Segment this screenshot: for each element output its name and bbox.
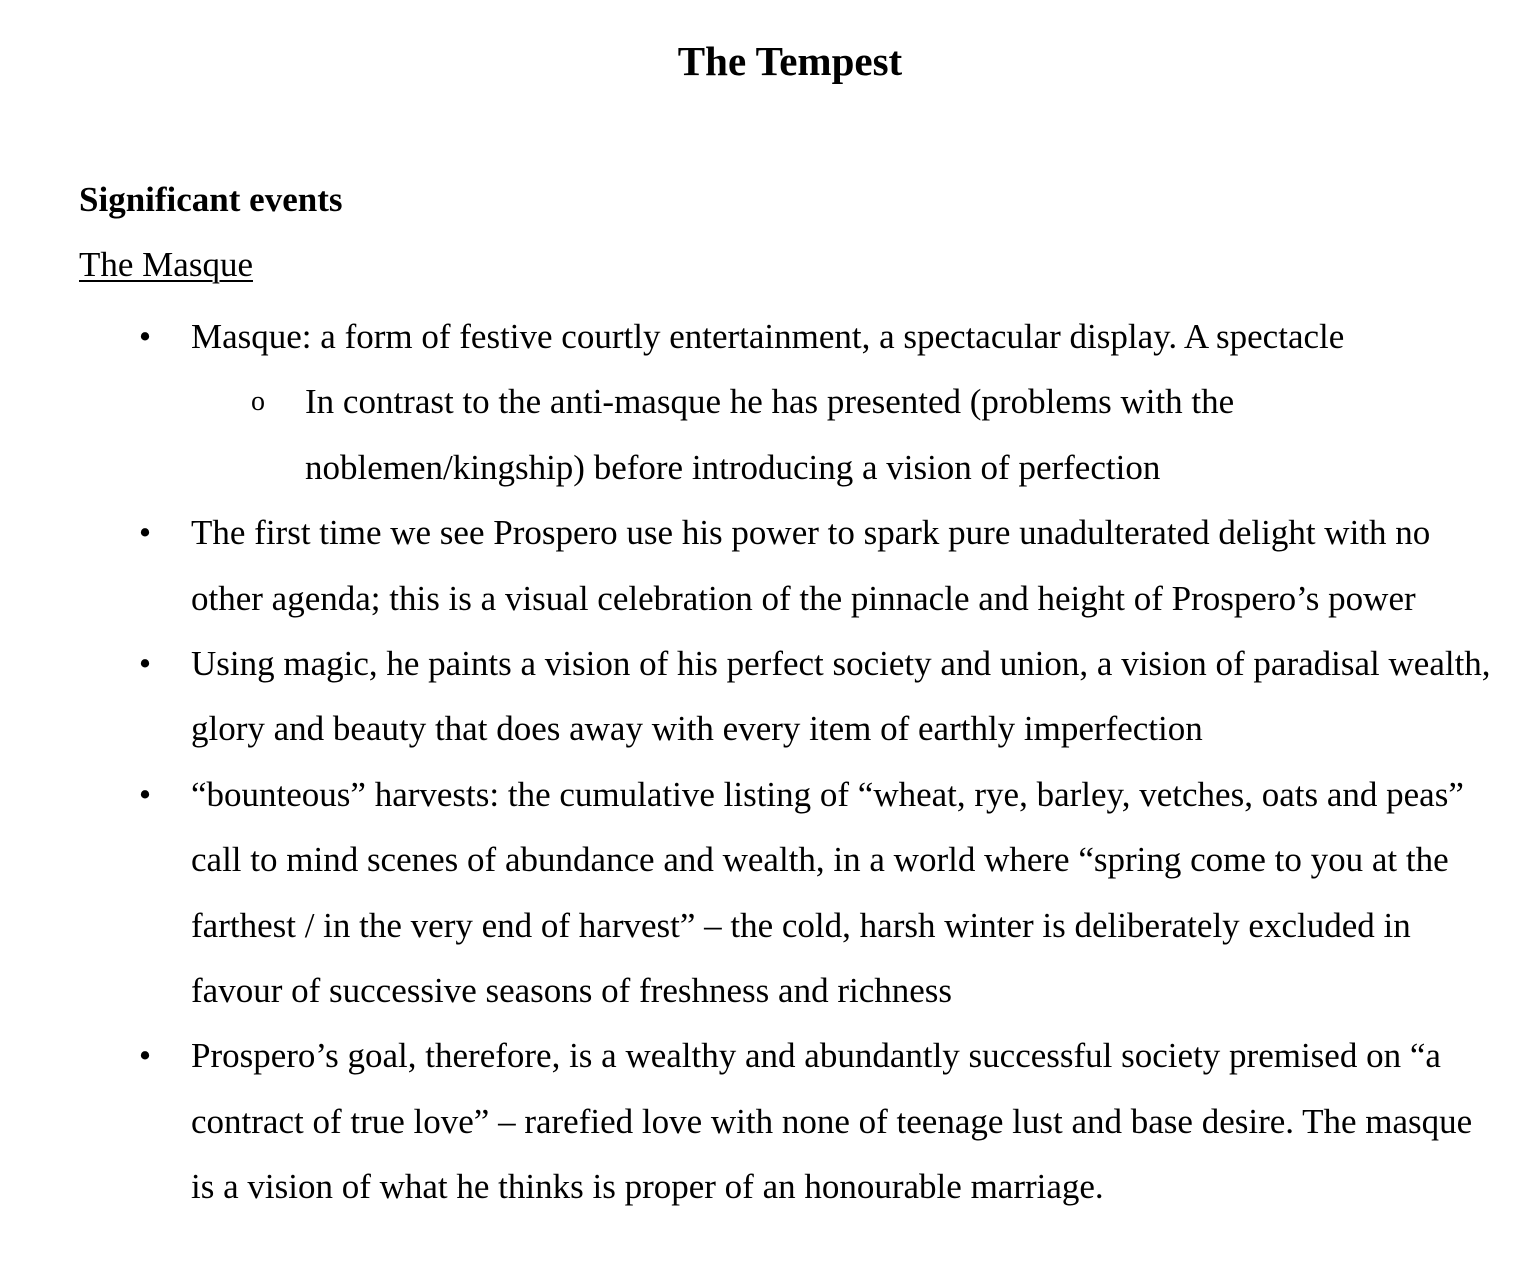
bullet-icon: • xyxy=(138,1036,152,1076)
list-item xyxy=(0,1023,1496,1219)
list-item-text: Masque: a form of festive courtly entertainment, a spectacular display. A spectacle xyxy=(191,317,1345,356)
list-item xyxy=(0,500,1496,631)
bullet-icon: • xyxy=(138,644,152,684)
sub-list-item-text: In contrast to the anti-masque he has presented (problems with the noblemen/kingship) before introducing a vision of perfection xyxy=(305,382,1235,487)
bullet-list xyxy=(0,304,1534,1220)
sub-heading: The Masque xyxy=(79,245,253,284)
list-item xyxy=(0,762,1496,1024)
list-item xyxy=(0,631,1496,762)
sub-list-item xyxy=(0,369,1385,500)
document-title: The Tempest xyxy=(677,38,903,84)
section-heading: Significant events xyxy=(79,180,343,219)
bullet-icon: • xyxy=(138,317,152,356)
sub-bullet-icon: o xyxy=(251,386,265,418)
list-item-text: “bounteous” harvests: the cumulative listing of “wheat, rye, barley, vetches, oats and peas” call to mind scenes of abundance and wealth, in a world where “spring come to you at the farthest / in the very end of harvest” – the cold, harsh winter is deliberately excluded in favour of successive seasons of freshness and richness xyxy=(191,774,1464,1011)
list-item-text: Using magic, he paints a vision of his perfect society and union, a vision of paradisal wealth, glory and beauty that does away with every item of earthly imperfection xyxy=(191,644,1491,749)
bullet-icon: • xyxy=(138,513,152,553)
bullet-icon: • xyxy=(138,774,152,814)
list-item xyxy=(0,304,1496,369)
list-item-text: The first time we see Prospero use his power to spark pure unadulterated delight with no other agenda; this is a visual celebration of the pinnacle and height of Prospero’s power xyxy=(191,513,1431,618)
list-item-text: Prospero’s goal, therefore, is a wealthy and abundantly successful society premised on “a contract of true love” – rarefied love with none of teenage lust and base desire. The masque is a vision of what he thinks is proper of an honourable marriage. xyxy=(191,1036,1473,1207)
